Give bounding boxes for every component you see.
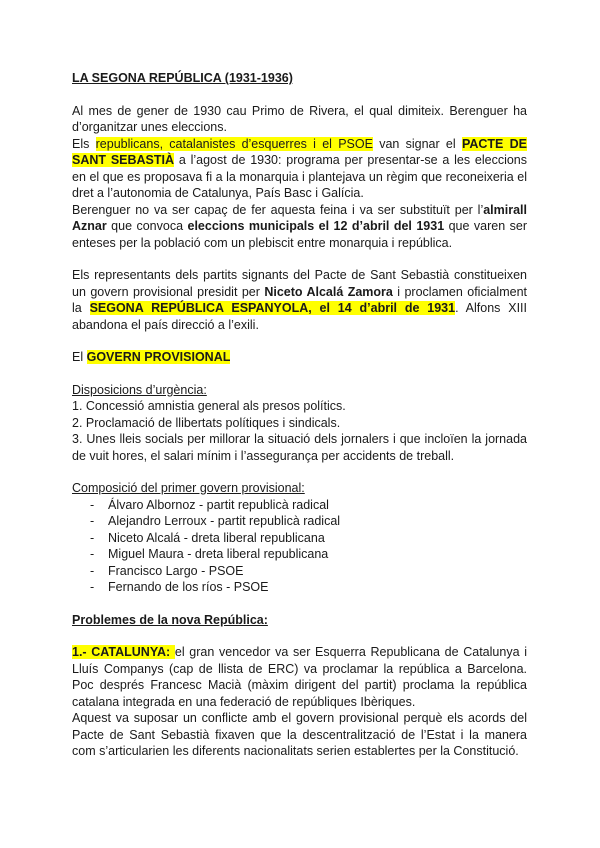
highlight-catalunya: 1.- CATALUNYA: xyxy=(72,645,175,659)
disposicio-item: 2. Proclamació de llibertats polítiques i sindicals. xyxy=(72,415,341,430)
list-item: - Francisco Largo - PSOE xyxy=(72,563,527,580)
paragraph-conflicte: Aquest va suposar un conflicte amb el govern provisional perquè els acords del Pacte de Sant Sebastià fixaven que la descentralització de l’Estat i la manera com s’articularien les diferents nacionalitats serien establertes per la Constitució. xyxy=(72,711,527,758)
highlight-parties: republicans, catalanistes d’esquerres i el PSOE xyxy=(95,136,373,151)
list-item: - Álvaro Albornoz - partit republicà radical xyxy=(72,497,527,514)
member-list xyxy=(72,497,527,596)
highlight-pacte: PACTE DE SANT SEBASTIÀ xyxy=(72,136,528,167)
paragraph-republica: Els representants dels partits signants del Pacte de Sant Sebastià constitueixen un govern provisional presidit per Niceto Alcalá Zamora i proclamen oficialment la SEGONA REPÚBLICA ESPANYOLA, el 14 d’abril de 1931. Alfons XIII abandona el país direcció a l’exili. xyxy=(72,268,528,332)
disposicio-item: 1. Concessió amnistia general als presos polítics. xyxy=(72,399,346,413)
paragraph-pacte: Els republicans, catalanistes d’esquerres i el PSOE van signar el PACTE DE SANT SEBASTIÀ a l’agost de 1930: programa per presentar-se a les eleccions en el que es proposava fi a la monarquia i plantejava un règim que reconeixeria el dret a l’autonomia de Catalunya, País Basc i Galícia. xyxy=(72,136,528,200)
page-title: LA SEGONA REPÚBLICA (1931-1936) xyxy=(72,71,293,85)
paragraph-intro: Al mes de gener de 1930 cau Primo de Rivera, el qual dimiteix. Berenguer ha d’organitzar unes eleccions. xyxy=(72,103,527,134)
highlight-govern: GOVERN PROVISIONAL xyxy=(86,350,231,364)
list-item: - Miguel Maura - dreta liberal republicana xyxy=(72,546,527,563)
highlight-republica: SEGONA REPÚBLICA ESPANYOLA, el 14 d’abril de 1931 xyxy=(89,301,456,315)
composicio-heading: Composició del primer govern provisional: xyxy=(72,481,305,495)
list-item: - Alejandro Lerroux - partit republicà radical xyxy=(72,513,527,530)
paragraph-catalunya: 1.- CATALUNYA: el gran vencedor va ser Esquerra Republicana de Catalunya i Lluís Companys (cap de llista de ERC) va proclamar la república a Barcelona. Poc després Francesc Macià (màxim dirigent del partit) proclama la república catalana integrada en una federació de repúbliques Ibèriques. xyxy=(72,645,527,709)
document-body xyxy=(72,70,527,760)
paragraph-berenguer: Berenguer no va ser capaç de fer aquesta feina i va ser substituït per l’almirall Aznar que convoca eleccions municipals el 12 d’abril del 1931 que varen ser enteses per la població com un plebiscit entre monarquia i república. xyxy=(72,202,527,250)
list-item: - Fernando de los ríos - PSOE xyxy=(72,579,527,596)
disposicions-heading: Disposicions d’urgència: xyxy=(72,382,207,397)
disposicio-item: 3. Unes lleis socials per millorar la situació dels jornalers i que incloïen la jornada de vuit hores, el salari mínim i l’assegurança per accidents de treball. xyxy=(72,432,527,463)
problemes-heading: Problemes de la nova República: xyxy=(72,612,268,627)
govern-heading: El GOVERN PROVISIONAL xyxy=(72,350,231,364)
list-item: - Niceto Alcalá - dreta liberal republicana xyxy=(72,530,527,547)
